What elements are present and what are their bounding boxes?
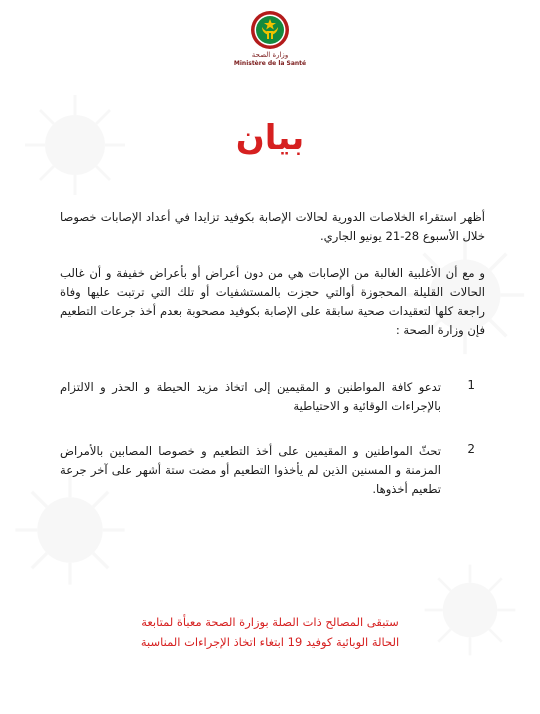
footer-statement bbox=[0, 612, 540, 652]
ministry-name-french: Ministère de la Santé bbox=[233, 60, 307, 67]
intro-paragraph: أظهر استقراء الخلاصات الدورية لحالات الإصابة بكوفيد تزايدا في أعداد الإصابات خصوصا خلال الأسبوع 28-21 يونيو الجاري. bbox=[60, 210, 485, 243]
footer-line-1: ستبقى المصالح ذات الصلة بوزارة الصحة معبأة لمتابعة bbox=[141, 615, 399, 629]
ministry-header bbox=[0, 10, 540, 67]
ministry-name-arabic: وزارة الصحة bbox=[251, 51, 289, 59]
footer-line-2: الحالة الوبائية كوفيد 19 ابتغاء اتخاذ الإجراءات المناسبة bbox=[140, 635, 400, 649]
context-paragraph: و مع أن الأغلبية الغالبة من الإصابات هي من دون أعراض أو بأعراض خفيفة و أن غالب الحالات القليلة المحجوزة أوالتي حجزت بالمستشفيات أو تلك التي ترتبت عليها وفاة راجعة كلها لتعقيدات صحية سابقة على الإصابة بكوفيد مصحوبة بعدم أخذ جرعات التطعيم فإن وزارة الصحة : bbox=[60, 266, 485, 337]
page-title: بيان bbox=[235, 118, 305, 158]
list-item bbox=[60, 378, 485, 416]
list-item-number: 2 bbox=[467, 442, 475, 456]
list-item bbox=[60, 442, 485, 499]
ministry-seal-icon bbox=[250, 10, 290, 50]
list-item-text: تحثّ المواطنين و المقيمين على أخذ التطعيم و خصوصا المصابين بالأمراض المزمنة و المسنين الذين لم يأخذوا التطعيم أو مضت ستة أشهر على آخر جرعة تطعيم أخذوها. bbox=[60, 444, 441, 496]
list-item-number: 1 bbox=[467, 378, 475, 392]
list-item-text: تدعو كافة المواطنين و المقيمين إلى اتخاذ مزيد الحيطة و الحذر و الالتزام بالإجراءات الوقائية و الاحتياطية bbox=[60, 380, 441, 413]
